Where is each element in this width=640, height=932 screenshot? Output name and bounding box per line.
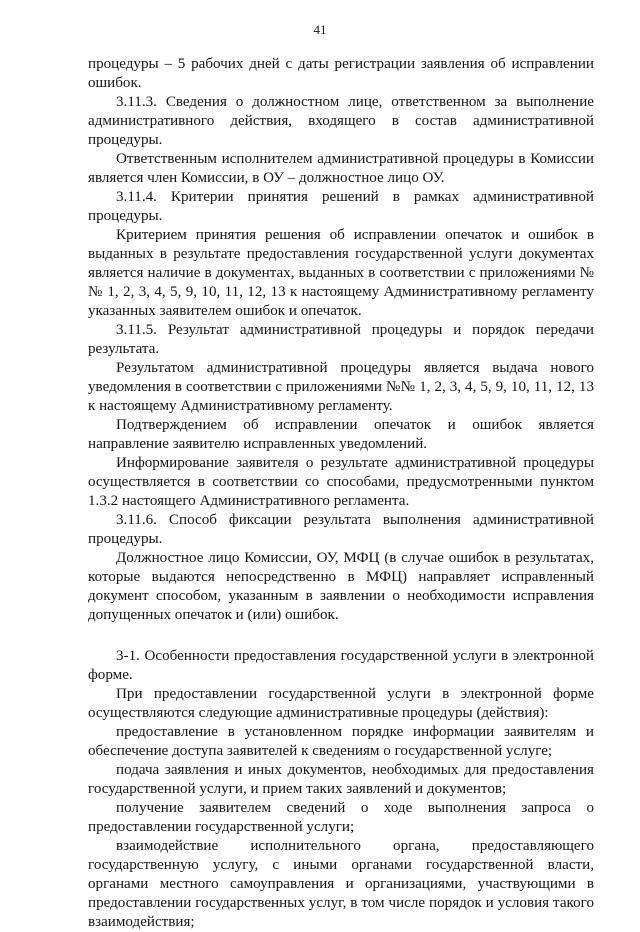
section-spacer [88,625,594,647]
section-paragraph-intro: При предоставлении государственной услуги в электронной форме осуществляются следующие административные процедуры (действия): [88,686,594,721]
paragraph-procedure-result: Результатом административной процедуры является выдача нового уведомления в соответствии с приложениями №№ 1, 2, 3, 4, 5, 9, 10, 11, 12, 13 к настоящему Административному регламенту. [88,360,594,414]
section-heading: 3-1. Особенности предоставления государственной услуги в электронной форме. [88,648,594,683]
paragraph-3-11-5: 3.11.5. Результат административной процедуры и порядок передачи результата. [88,322,594,357]
paragraph-informing: Информирование заявителя о результате административной процедуры осуществляется в соответствии со способами, предусмотренными пунктом 1.3.2 настоящего Административного регламента. [88,455,594,509]
page-number: 41 [313,22,327,37]
document-body [88,55,594,932]
paragraph-continuation: процедуры – 5 рабочих дней с даты регистрации заявления об исправлении ошибок. [88,56,594,91]
paragraph-3-11-4: 3.11.4. Критерии принятия решений в рамках административной процедуры. [88,189,594,224]
section-paragraph-submission: подача заявления и иных документов, необходимых для предоставления государственной услуги, и прием таких заявлений и документов; [88,762,594,797]
paragraph-responsible-executor: Ответственным исполнителем административной процедуры в Комиссии является член Комиссии, в ОУ – должностное лицо ОУ. [88,151,594,186]
section-paragraph-status: получение заявителем сведений о ходе выполнения запроса о предоставлении государственной услуги; [88,800,594,835]
paragraph-decision-criterion: Критерием принятия решения об исправлении опечаток и ошибок в выданных в результате предоставления государственной услуги документах является наличие в документах, выданных в соответствии с приложениями №№ 1, 2, 3, 4, 5, 9, 10, 11, 12, 13 к настоящему Административному регламенту указанных заявителем ошибок и опечаток. [88,227,594,319]
paragraph-confirmation: Подтверждением об исправлении опечаток и ошибок является направление заявителю исправленных уведомлений. [88,417,594,452]
section-paragraph-interaction: взаимодействие исполнительного органа, предоставляющего государственную услугу, с иными органами государственной власти, органами местного самоуправления и организациями, участвующими в предоставлении государственных услуг, в том числе порядок и условия такого взаимодействия; [88,838,594,930]
paragraph-3-11-3: 3.11.3. Сведения о должностном лице, ответственном за выполнение административного действия, входящего в состав административной процедуры. [88,94,594,148]
section-paragraph-information: предоставление в установленном порядке информации заявителям и обеспечение доступа заявителей к сведениям о государственной услуге; [88,724,594,759]
paragraph-official-action: Должностное лицо Комиссии, ОУ, МФЦ (в случае ошибок в результатах, которые выдаются непосредственно в МФЦ) направляет исправленный документ способом, указанным в заявлении о необходимости исправления допущенных опечаток и (или) ошибок. [88,550,594,623]
paragraph-3-11-6: 3.11.6. Способ фиксации результата выполнения административной процедуры. [88,512,594,547]
